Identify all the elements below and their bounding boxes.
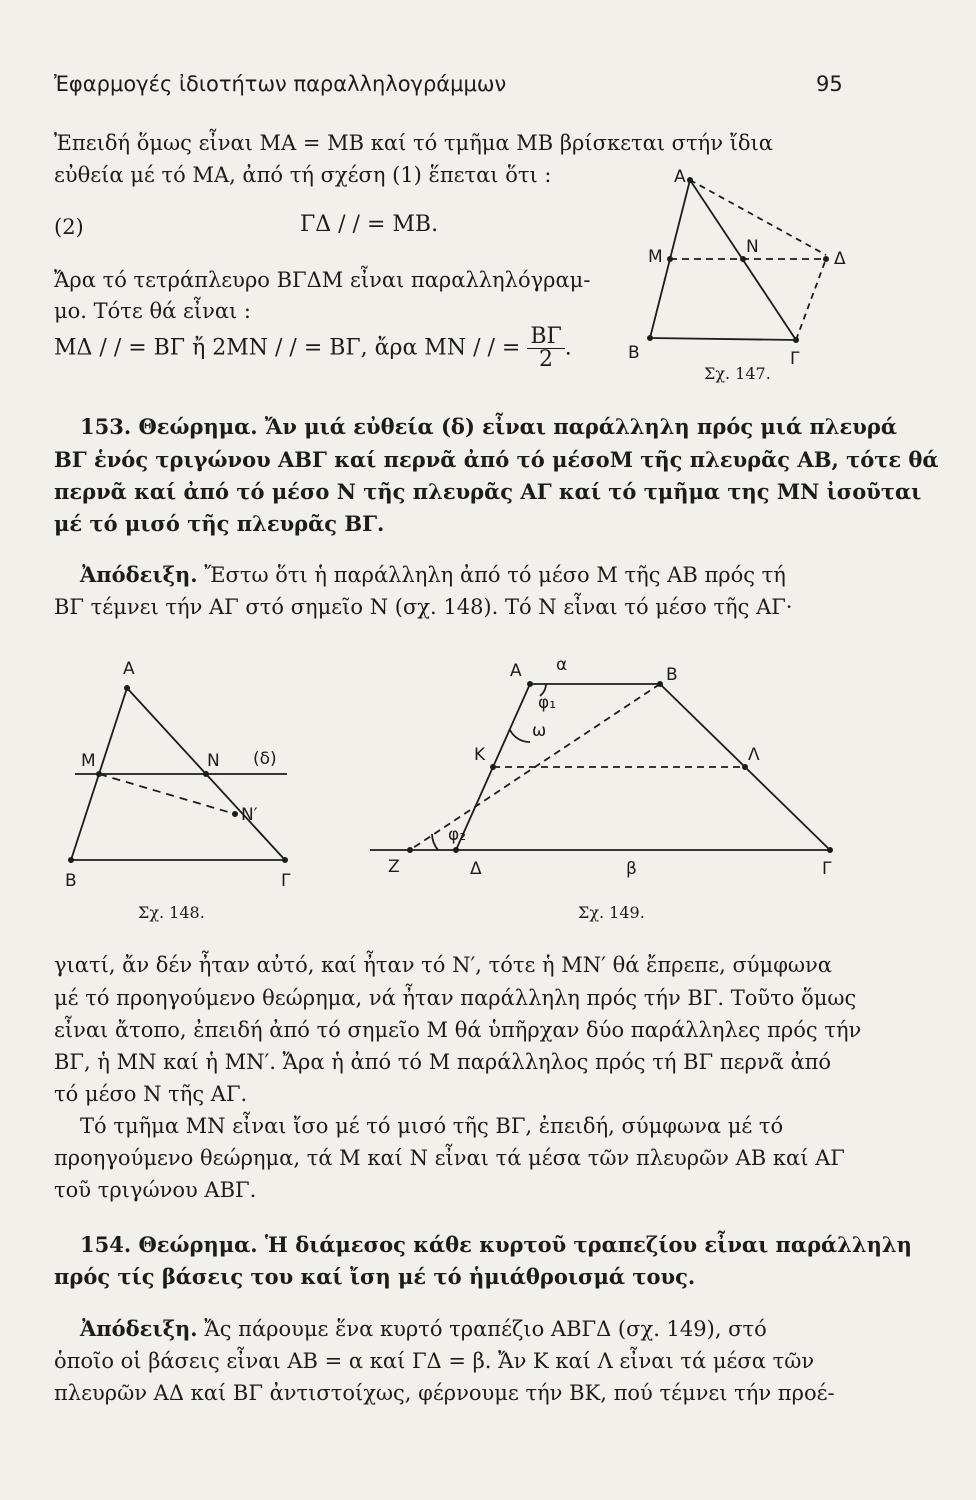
running-title: Ἐφαρμογές ἰδιοτήτων παραλληλογράμμων — [54, 72, 507, 96]
fig149-point-d — [453, 847, 459, 853]
fig148-caption: Σχ. 148. — [138, 903, 205, 922]
fig147-label-b: Β — [628, 343, 640, 363]
equation-3-left: ΜΔ / / = ΒΓ ἤ 2ΜΝ / / = ΒΓ, ἄρα ΜΝ / / = — [54, 335, 521, 361]
equation-3 — [54, 326, 572, 371]
intro-line-1: Ἐπειδή ὅμως εἶναι ΜΑ = ΜΒ καί τό τμῆμα ΜΒ βρίσκεται στήν ἴδια — [54, 131, 773, 155]
fig149-arc-phi2 — [432, 834, 438, 850]
fig148-label-b: Β — [65, 871, 77, 891]
fig147-side-bg — [650, 338, 796, 340]
theorem-153-line-2: ΒΓ ἑνός τριγώνου ΑΒΓ καί περνᾶ ἀπό τό μέσοΜ τῆς πλευρᾶς ΑΒ, τότε θά — [54, 447, 939, 472]
theorem-153 — [80, 412, 897, 442]
fig147-point-b — [647, 335, 653, 341]
figure-148 — [55, 650, 375, 900]
fig148-point-g — [282, 857, 288, 863]
fig149-arc-omega — [510, 730, 530, 742]
fig147-caption: Σχ. 147. — [704, 364, 771, 383]
theorem-154-title: 154. Θεώρημα. — [80, 1232, 258, 1257]
fig147-dashed-gd — [796, 259, 826, 340]
intro-line-4: μο. Τότε θά εἶναι : — [54, 299, 252, 323]
theorem-154 — [80, 1230, 912, 1260]
figure-149 — [370, 650, 850, 900]
fig147-point-d — [823, 256, 829, 262]
proof-153 — [80, 560, 786, 590]
fig149-label-k: Κ — [474, 745, 486, 765]
fig148-label-g: Γ — [281, 871, 291, 891]
fig149-label-beta: β — [626, 859, 637, 879]
fig147-label-n: Ν — [746, 237, 759, 257]
proof-154 — [80, 1314, 767, 1344]
fig148-label-a: Α — [123, 659, 135, 679]
fig148-label-nprime: Ν′ — [241, 805, 258, 825]
fig148-label-n: Ν — [207, 751, 220, 771]
proof-153-lead: Ἀπόδειξη. — [80, 562, 198, 587]
fig149-label-alpha: α — [556, 655, 568, 675]
theorem-153-line-3: περνᾶ καί ἀπό τό μέσο Ν τῆς πλευρᾶς ΑΓ καί τό τμῆμα της ΜΝ ἰσοῦται — [54, 479, 922, 504]
fraction-denominator: 2 — [539, 347, 554, 372]
fig149-label-a: Α — [510, 661, 522, 681]
theorem-153-line-1: Ἄν μιά εὐθεία (δ) εἶναι παράλληλη πρός μιά πλευρά — [264, 414, 897, 439]
body-line-2: μέ τό προηγούμενο θεώρημα, νά ἦταν παράλληλη πρός τήν ΒΓ. Τοῦτο ὅμως — [54, 986, 857, 1010]
proof-154-lead: Ἀπόδειξη. — [80, 1316, 198, 1341]
fig148-point-b — [68, 857, 74, 863]
fraction-numerator: ΒΓ — [527, 326, 564, 349]
body-line-3: εἶναι ἄτοπο, ἐπειδή ἀπό τό σημεῖο Μ θά ὑπῆρχαν δύο παράλληλες πρός τήν — [54, 1018, 862, 1042]
equation-2-label: (2) — [54, 215, 84, 239]
fig149-point-a — [527, 681, 533, 687]
intro-line-2: εὐθεία μέ τό ΜΑ, ἀπό τή σχέση (1) ἕπεται ὅτι : — [54, 163, 552, 187]
equation-2: ΓΔ / / = ΜΒ. — [300, 212, 439, 237]
theorem-153-line-4: μέ τό μισό τῆς πλευρᾶς ΒΓ. — [54, 511, 385, 536]
fig147-label-a: Α — [674, 167, 686, 187]
fig149-label-d: Δ — [470, 859, 482, 879]
theorem-154-line-1: Ἡ διάμεσος κάθε κυρτοῦ τραπεζίου εἶναι παράλληλη — [264, 1232, 912, 1257]
fig148-point-n — [203, 771, 209, 777]
fig147-label-g: Γ — [790, 349, 800, 369]
equation-3-end: . — [564, 335, 572, 361]
body-line-5: τό μέσο Ν τῆς ΑΓ. — [54, 1082, 248, 1106]
body-line-1: γιατί, ἄν δέν ἦταν αὐτό, καί ἦταν τό Ν′, τότε ἡ ΜΝ′ θά ἔπρεπε, σύμφωνα — [54, 953, 832, 977]
fig149-caption: Σχ. 149. — [578, 903, 645, 922]
fraction-bg-over-2 — [527, 326, 564, 371]
fig149-label-l: Λ — [748, 745, 760, 765]
fig149-label-b: Β — [666, 665, 678, 685]
fig147-point-m — [667, 256, 673, 262]
fig148-label-m: Μ — [81, 751, 96, 771]
fig147-label-m: Μ — [648, 247, 663, 267]
proof-154-line-1: Ἄς πάρουμε ἕνα κυρτό τραπέζιο ΑΒΓΔ (σχ. 149), στό — [204, 1317, 767, 1341]
body-line-4: ΒΓ, ἡ ΜΝ καί ἡ ΜΝ′. Ἄρα ἡ ἀπό τό Μ παράλληλος πρός τή ΒΓ περνᾶ ἀπό — [54, 1050, 832, 1074]
fig149-label-g: Γ — [822, 859, 832, 879]
proof-153-line-1: Ἔστω ὅτι ἡ παράλληλη ἀπό τό μέσο Μ τῆς ΑΒ πρός τή — [204, 563, 786, 587]
fig149-label-phi2: φ₂ — [448, 825, 467, 845]
fig149-point-b — [657, 681, 663, 687]
proof-154-line-2: ὁποῖο οἱ βάσεις εἶναι ΑΒ = α καί ΓΔ = β. Ἄν Κ καί Λ εἶναι τά μέσα τῶν — [54, 1349, 815, 1373]
proof-153-line-2: ΒΓ τέμνει τήν ΑΓ στό σημεῖο Ν (σχ. 148). Τό Ν εἶναι τό μέσο τῆς ΑΓ· — [54, 595, 793, 619]
body-line-8: τοῦ τριγώνου ΑΒΓ. — [54, 1178, 257, 1202]
fig149-point-g — [827, 847, 833, 853]
theorem-154-line-2: πρός τίς βάσεις του καί ἴση μέ τό ἡμιάθροισμά τους. — [54, 1264, 696, 1289]
fig147-label-d: Δ — [834, 249, 846, 269]
fig148-point-a — [124, 685, 130, 691]
page-number: 95 — [816, 72, 843, 96]
fig148-dashed-mnprime — [99, 774, 235, 814]
fig148-point-m — [96, 771, 102, 777]
fig149-point-k — [490, 764, 496, 770]
fig149-point-z — [407, 847, 413, 853]
fig149-label-z: Ζ — [388, 857, 400, 877]
body-line-6: Τό τμῆμα ΜΝ εἶναι ἴσο μέ τό μισό τῆς ΒΓ, ἐπειδή, σύμφωνα μέ τό — [80, 1114, 784, 1138]
intro-line-3: Ἄρα τό τετράπλευρο ΒΓΔΜ εἶναι παραλληλόγραμ- — [54, 268, 591, 292]
fig149-label-omega: ω — [532, 721, 547, 741]
fig148-point-nprime — [232, 811, 238, 817]
proof-154-line-3: πλευρῶν ΑΔ καί ΒΓ ἀντιστοίχως, φέρνουμε τήν ΒΚ, πού τέμνει τήν προέ- — [54, 1381, 835, 1405]
theorem-153-title: 153. Θεώρημα. — [80, 414, 258, 439]
fig147-point-a — [687, 177, 693, 183]
body-line-7: προηγούμενο θεώρημα, τά Μ καί Ν εἶναι τά μέσα τῶν πλευρῶν ΑΒ καί ΑΓ — [54, 1146, 845, 1170]
fig148-label-delta: (δ) — [253, 749, 277, 769]
fig147-point-g — [793, 337, 799, 343]
fig149-label-phi1: φ₁ — [538, 693, 557, 713]
figure-147 — [610, 160, 870, 390]
